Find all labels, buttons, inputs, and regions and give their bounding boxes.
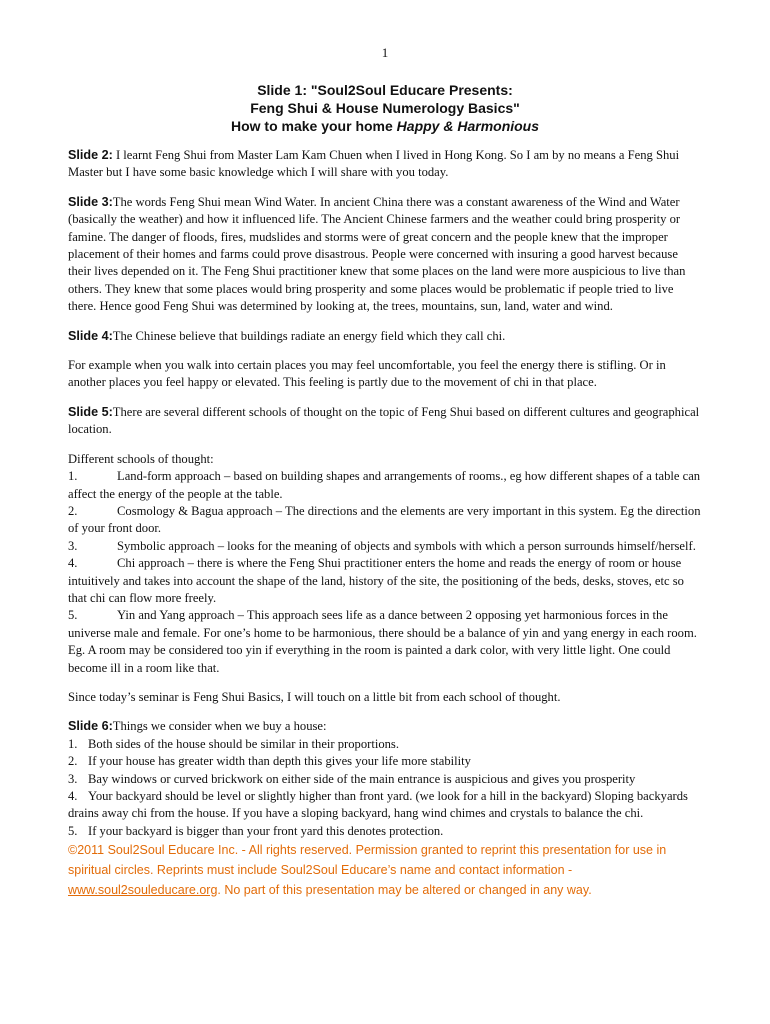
list-item: 1. Both sides of the house should be similar in their proportions. [68,736,399,751]
slide-3-paragraph [68,194,704,316]
document-body [68,147,704,920]
page-number: 1 [381,45,389,60]
copyright-footer [68,840,708,920]
slide-6-paragraph [68,718,704,840]
slide-label: Slide 5: [68,404,113,419]
list-item: 2. If your house has greater width than depth this gives your life more stability [68,754,471,769]
slide-4-paragraph [68,328,704,345]
footer-text: ©2011 Soul2Soul Educare Inc. - All rights reserved. Permission granted to reprint this presentation for use in spiritual circles. Reprints must include Soul2Soul Educare’s name and contact information - [68,843,667,878]
paragraph-text: I learnt Feng Shui from Master Lam Kam Chuen when I lived in Hong Kong. So I am by no means a Feng Shui Master but I have some basic knowledge which I will share with you today. [68,148,680,180]
schools-list [68,451,704,677]
title-line-3-prefix: How to make your home [230,118,397,134]
title-line-2: Feng Shui & House Numerology Basics" [250,100,520,116]
paragraph-text: Things we consider when we buy a house: [112,719,327,734]
list-item: 3. Symbolic approach – looks for the meaning of objects and symbols with which a person surrounds himself/herself. [68,538,696,553]
paragraph-text: There are several different schools of thought on the topic of Feng Shui based on different cultures and geographical location. [68,404,700,437]
list-item: 5. Yin and Yang approach – This approach sees life as a dance between 2 opposing yet harmonious forces in the universe male and female. For one’s home to be harmonious, there should be a balance of yin and yang energy in each room. Eg. A room may be considered too yin if everything in the room is painted a dark color, with very little light. One could become ill in a room like that. [68,608,697,675]
footer-text-end: . No part of this presentation may be altered or changed in any way. [217,883,592,898]
list-item: 2. Cosmology & Bagua approach – The directions and the elements are very important in this system. Eg the direction of your front door. [68,503,701,536]
paragraph-text: The words Feng Shui mean Wind Water. In ancient China there was a constant awareness of the Wind and Water (basically the weather) and how it influenced life. The Ancient Chinese farmers and the weather could bring prosperity or famine. The danger of floods, fires, mudslides and storms were of great concern and the people knew that the improper placement of their homes and farms could prove disastrous. People were concerned with insuring a good harvest because their lives depended on it. The Feng Shui practitioner knew that some places on the land were more auspicious to live than others. They knew that some places would bring prosperity and some places would be problematic if people tried to live there. Hence good Feng Shui was determined by looking at, the trees, mountains, sun, land, water and wind. [68,194,686,314]
slide-label: Slide 6: [68,719,113,734]
list-heading: Different schools of thought: [68,451,214,466]
list-item: 1. Land-form approach – based on building shapes and arrangements of rooms., eg how different shapes of a table can affect the energy of the people at the table. [68,469,701,501]
slide-2-paragraph [68,147,704,182]
title-line-3-italic: Happy & Harmonious [396,118,540,134]
title-line-3 [0,117,770,135]
slide-4-example [68,357,704,392]
slide-label: Slide 3: [68,194,113,209]
slide-5-closing [68,689,704,706]
list-item: 4. Chi approach – there is where the Feng Shui practitioner enters the home and reads the energy of room or house intuitively and takes into account the shape of the land, history of the site, the positioning of the beds, desks, stoves, etc so that chi can flow more freely. [68,556,684,605]
list-item: 3. Bay windows or curved brickwork on either side of the main entrance is auspicious and gives you prosperity [68,771,636,786]
slide-label: Slide 4: [68,328,113,343]
website-link[interactable]: www.soul2souleducare.org [68,883,218,898]
list-item: 5. If your backyard is bigger than your front yard this denotes protection. [68,823,444,838]
paragraph-text: Since today’s seminar is Feng Shui Basics, I will touch on a little bit from each school of thought. [68,689,561,704]
slide-label: Slide 2: [68,148,113,162]
slide-5-paragraph [68,404,704,439]
list-item: 4. Your backyard should be level or slightly higher than front yard. (we look for a hill in the backyard) Sloping backyards drains away chi from the house. If you have a sloping backyard, hang wind chimes and crystals to balance the chi. [68,789,688,821]
paragraph-text: The Chinese believe that buildings radiate an energy field which they call chi. [112,328,506,343]
document-title [0,81,770,135]
paragraph-text: For example when you walk into certain places you may feel uncomfortable, you feel the energy there is stifling. Or in another places you feel happy or elevated. This feeling is partly due to the movement of chi in that place. [68,358,666,390]
title-line-1: Slide 1: "Soul2Soul Educare Presents: [257,82,513,98]
